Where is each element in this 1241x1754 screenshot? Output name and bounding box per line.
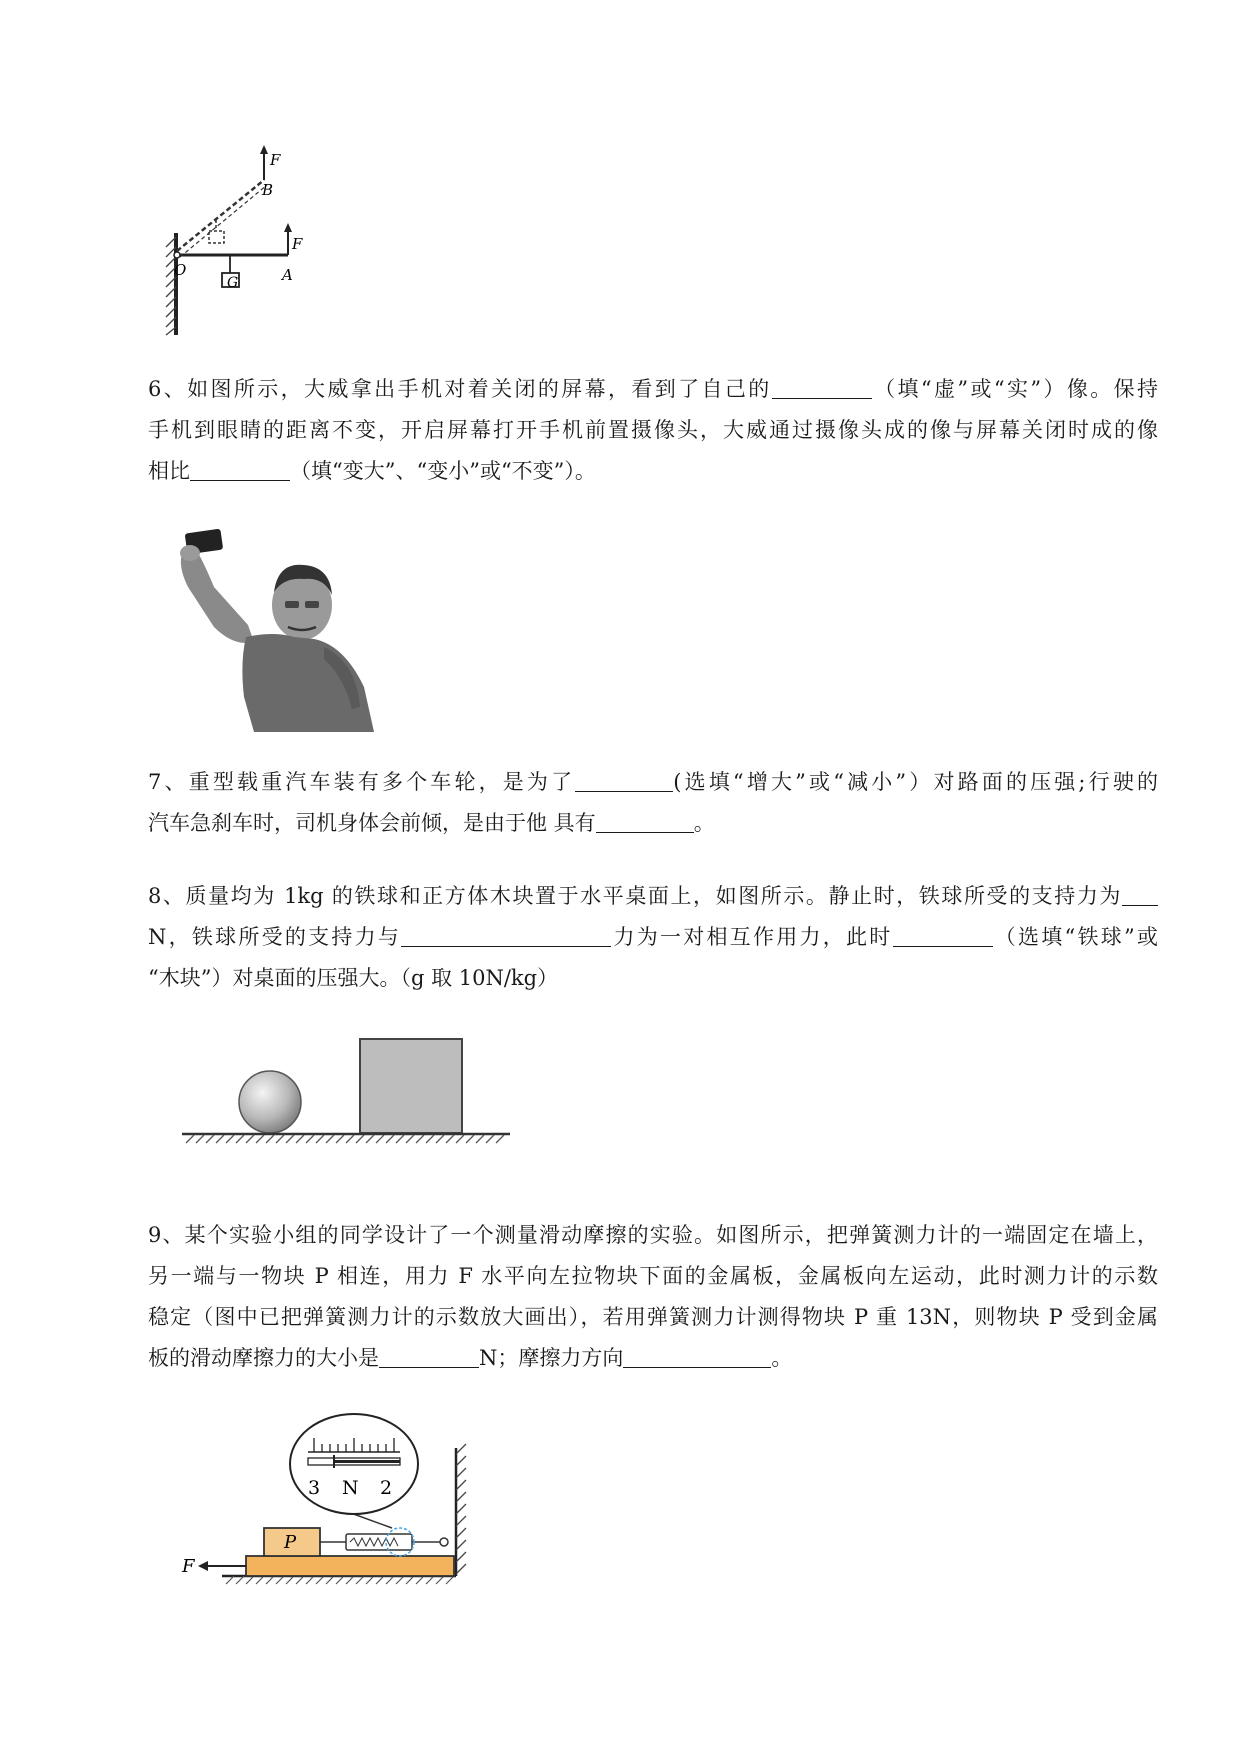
- q9-blank-1: [379, 1344, 479, 1368]
- question-7: [148, 762, 1158, 844]
- q8-text-3: “木块”）对桌面的压强大。（g 取 10N/kg）: [148, 966, 559, 990]
- label-o: O: [174, 261, 187, 279]
- dashed-weight: [209, 231, 224, 243]
- label-f: F: [182, 1556, 195, 1577]
- q8-blank-2: [401, 923, 611, 947]
- selfie-photo: [174, 527, 384, 732]
- label-p: P: [284, 1532, 297, 1553]
- q7-text-1b: (选填“增大”或“减小”）对路面的压强;行驶的: [673, 770, 1158, 794]
- q7-text-1a: 7、重型载重汽车装有多个车轮，是为了: [148, 770, 576, 794]
- q9-text-1: 9、某个实验小组的同学设计了一个测量滑动摩擦的实验。如图所示，把弹簧测力计的一端固定在墙上，: [148, 1223, 1158, 1247]
- scale-label-n: N: [342, 1477, 359, 1499]
- q6-text-3b: （填“变大”、“变小”或“不变”）。: [290, 459, 596, 483]
- label-f-top: F: [270, 151, 281, 169]
- q7-blank-2: [596, 809, 694, 833]
- q7-text-2a: 汽车急刹车时，司机身体会前倾，是由于他 具有: [148, 811, 596, 835]
- q6-text-1b: （填“虚”或“实”）像。保持: [871, 377, 1159, 401]
- scale-label-3: 3: [308, 1477, 321, 1499]
- spring-balance-figure: [178, 1408, 478, 1593]
- q6-text-3a: 相比: [148, 459, 190, 483]
- label-f-right: F: [292, 235, 303, 253]
- wood-block: [360, 1039, 462, 1133]
- q8-text-2b: 力为一对相互作用力，此时: [611, 925, 893, 949]
- q9-text-4a: 板的滑动摩擦力的大小是: [148, 1346, 379, 1370]
- metal-board: [246, 1556, 454, 1576]
- q9-text-4c: 。: [771, 1346, 793, 1370]
- q9-blank-2: [623, 1344, 771, 1368]
- q8-text-2a: N，铁球所受的支持力与: [148, 925, 402, 949]
- label-b: B: [262, 181, 274, 199]
- q7-blank-1: [575, 768, 673, 792]
- lever-figure: [150, 145, 350, 340]
- q8-text-1a: 8、质量均为 1kg 的铁球和正方体木块置于水平桌面上，如图所示。静止时，铁球所受的支持力为: [148, 884, 1122, 908]
- q8-blank-1: [1122, 882, 1158, 906]
- q9-text-3: 稳定（图中已把弹簧测力计的示数放大画出），若用弹簧测力计测得物块 P 重 13N，则物块 P 受到金属: [148, 1305, 1158, 1329]
- question-8: [148, 876, 1158, 999]
- q8-blank-3: [893, 923, 993, 947]
- scale-label-2: 2: [380, 1477, 393, 1499]
- question-9: [148, 1215, 1158, 1379]
- label-g: G: [227, 275, 239, 291]
- q9-text-4b: N；摩擦力方向: [479, 1346, 624, 1370]
- ball-block-figure: [180, 1035, 520, 1150]
- iron-ball: [239, 1071, 301, 1133]
- label-a: A: [282, 266, 293, 284]
- q9-text-2: 另一端与一物块 P 相连，用力 F 水平向左拉物块下面的金属板，金属板向左运动，此时测力计的示数: [148, 1264, 1158, 1288]
- dashed-lever: [177, 180, 264, 251]
- q6-text-1a: 6、如图所示，大威拿出手机对着关闭的屏幕，看到了自己的: [148, 377, 772, 401]
- q6-blank-1: [772, 375, 872, 399]
- q7-text-2b: 。: [693, 811, 715, 835]
- q6-blank-2: [190, 457, 290, 481]
- q8-text-2c: （选填“铁球”或: [992, 925, 1159, 949]
- q6-text-2: 手机到眼睛的距离不变，开启屏幕打开手机前置摄像头，大威通过摄像头成的像与屏幕关闭时成的像: [148, 418, 1158, 442]
- question-6: [148, 369, 1158, 492]
